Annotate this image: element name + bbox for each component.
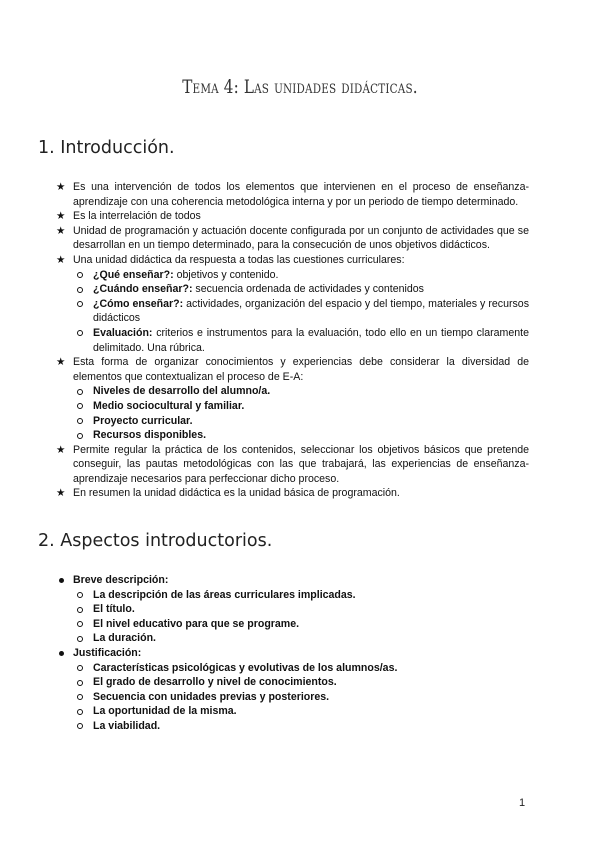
circle-bullet-icon [77,330,83,336]
star-bullet-icon: ★ [56,443,66,456]
section-heading-aspectos: 2. Aspectos introductorios. [38,531,273,551]
star-bullet-icon: ★ [56,224,66,237]
list-item: ★ Una unidad didáctica da respuesta a todas las cuestiones curriculares: [56,253,405,266]
sub-list-item: Proyecto curricular. [56,414,529,429]
sub-list-item: ¿Cómo enseñar?: actividades, organización del espacio y del tiempo, materiales y recursos didácticos [56,297,529,326]
bullet-dot-icon [59,578,64,583]
star-bullet-icon: ★ [56,181,66,193]
section-heading-introduccion: 1. Introducción. [38,138,175,158]
circle-bullet-icon [77,287,83,293]
star-bullet-icon: ★ [56,356,66,369]
sub-list-item: El título. [56,602,529,617]
list-item: ★ Permite regular la práctica de los contenidos, seleccionar los objetivos básicos que pretende conseguir, las pautas metodológicas con las que trabajará, las experiencias de enseñanza-aprendizaje necesarios para perfeccionar dicho proceso. [56,443,529,485]
sub-list-item: ¿Qué enseñar?: objetivos y contenido. [56,268,529,283]
sub-list-item: La descripción de las áreas curriculares implicadas. [56,588,529,603]
sub-list-item: Niveles de desarrollo del alumno/a. [56,384,529,399]
list-item: Breve descripción: [56,573,529,588]
list-item: ★ Es la interrelación de todos [56,210,201,223]
circle-bullet-icon [77,403,83,409]
circle-bullet-icon [77,621,83,627]
circle-bullet-icon [77,418,83,424]
sub-list-item: Recursos disponibles. [56,428,529,443]
introduccion-list [56,180,529,501]
circle-bullet-icon [77,694,83,700]
sub-list-item: El nivel educativo para que se programe. [56,617,529,632]
circle-bullet-icon [77,301,83,307]
star-bullet-icon: ★ [56,253,66,266]
circle-bullet-icon [77,272,83,278]
circle-bullet-icon [77,723,83,729]
sub-list-item: El grado de desarrollo y nivel de conocimientos. [56,675,529,690]
star-bullet-icon: ★ [56,487,66,500]
list-item: ★ Unidad de programación y actuación docente configurada por un conjunto de actividades que se desarrollan en un tiempo determinado, para la consecución de unos objetivos didácticos. [56,224,529,252]
aspectos-list [56,573,529,734]
sub-list-item: Secuencia con unidades previas y posteriores. [56,690,529,705]
sub-list-item: Características psicológicas y evolutivas de los alumnos/as. [56,661,529,676]
circle-bullet-icon [77,389,83,395]
list-item: ★ Esta forma de organizar conocimientos y experiencias debe considerar la diversidad de elementos que contextualizan el proceso de E-A: [56,356,529,383]
circle-bullet-icon [77,592,83,598]
circle-bullet-icon [77,665,83,671]
bullet-dot-icon [59,651,64,656]
document-title: Tema 4: Las unidades didácticas. [182,76,418,98]
sub-list-item: Medio sociocultural y familiar. [56,399,529,414]
list-item: ★ Es una intervención de todos los elementos que intervienen en el proceso de enseñanza-aprendizaje con una coherencia metodológica interna y por un periodo de tiempo determinado. [56,181,529,208]
circle-bullet-icon [77,607,83,613]
page-number: 1 [519,797,526,809]
circle-bullet-icon [77,433,83,439]
sub-list-item: La viabilidad. [56,719,529,734]
circle-bullet-icon [77,680,83,686]
list-item: ★ En resumen la unidad didáctica es la unidad básica de programación. [56,487,400,500]
sub-list-item: Evaluación: criterios e instrumentos para la evaluación, todo ello en un tiempo claramente delimitado. Una rúbrica. [56,326,529,355]
list-item: Justificación: [56,646,529,661]
circle-bullet-icon [77,709,83,715]
sub-list-item: ¿Cuándo enseñar?: secuencia ordenada de actividades y contenidos [56,282,529,297]
circle-bullet-icon [77,636,83,642]
sub-list-item: La oportunidad de la misma. [56,704,529,719]
sub-list-item: La duración. [56,631,529,646]
star-bullet-icon: ★ [56,210,66,223]
